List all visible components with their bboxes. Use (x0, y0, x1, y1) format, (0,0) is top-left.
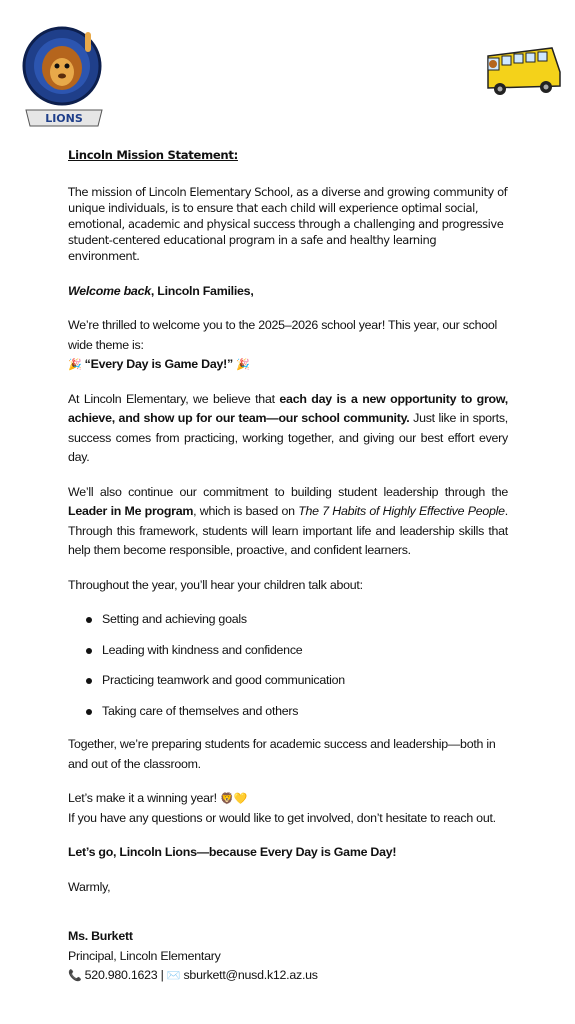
signature-block (68, 927, 508, 986)
leadership-paragraph (68, 483, 508, 561)
closing-bold-text: Let’s go, Lincoln Lions—because Every Day is Game Day! (68, 845, 397, 859)
party-popper-icon: 🎉 (236, 358, 250, 371)
letter-body (68, 146, 508, 986)
talk-about-paragraph: Throughout the year, you’ll hear your children talk about: (68, 577, 363, 592)
intro-paragraph (68, 316, 508, 355)
contact-separator: | (160, 968, 164, 982)
leader-in-me-program: Leader in Me program (68, 504, 194, 518)
intro-text: We’re thrilled to welcome you to the 2025–2026 school year! This year, our school wide theme is: (68, 318, 498, 352)
contact-line (68, 966, 508, 986)
mission-statement: The mission of Lincoln Elementary School, as a diverse and growing community of unique individuals, is to ensure that each child will experience optimal social, emotional, academic and physical success through a challenging and progressive student-centered educational program in a safe and healthy learning environment. (68, 184, 508, 263)
leadership-text-end: . Through this framework, students will learn important life and leadership skills that help them become responsible, proactive, and confident learners. (68, 504, 508, 557)
greeting-rest: , Lincoln Families, (150, 283, 254, 298)
email-icon: ✉️ (166, 969, 181, 982)
greeting-italic: Welcome back (68, 283, 151, 298)
leadership-text-start: We’ll also continue our commitment to building student leadership through the (68, 484, 508, 499)
school-bus-icon (482, 42, 564, 98)
winning-year-paragraph (68, 789, 508, 828)
list-item: Setting and achieving goals (102, 610, 508, 630)
signer-title: Principal, Lincoln Elementary (68, 948, 221, 963)
belief-text-end: Just like in sports, success comes from practicing, working together, and giving our best effort every day. (68, 411, 508, 464)
closing-line (68, 843, 508, 863)
theme-text: “Every Day is Game Day!” (84, 357, 233, 371)
email-address[interactable]: sburkett@nusd.k12.az.us (183, 968, 318, 982)
theme-line (68, 355, 508, 375)
logo-ribbon-text: LIONS (45, 112, 83, 125)
lion-heart-icon: 🦁💛 (220, 792, 247, 805)
belief-text-start: At Lincoln Elementary, we believe that (68, 391, 280, 406)
winning-year-text: Let’s make it a winning year! (68, 791, 217, 805)
book-title: The 7 Habits of Highly Effective People (298, 504, 505, 518)
greeting (68, 282, 508, 302)
together-paragraph: Together, we’re preparing students for academic success and leadership—both in and out of the classroom. (68, 737, 496, 771)
phone-number[interactable]: 520.980.1623 (84, 968, 158, 982)
list-item: Practicing teamwork and good communication (102, 671, 508, 691)
leadership-text-mid: , which is based on (193, 504, 299, 518)
belief-paragraph (68, 390, 508, 468)
contact-invite-text: If you have any questions or would like to get involved, don’t hesitate to reach out. (68, 810, 496, 825)
signer-name: Ms. Burkett (68, 929, 133, 943)
habits-list (68, 610, 508, 721)
warmly: Warmly, (68, 879, 111, 894)
party-popper-icon: 🎉 (68, 358, 82, 371)
lincoln-lions-logo (22, 14, 106, 130)
list-item: Leading with kindness and confidence (102, 641, 508, 661)
mission-title: Lincoln Mission Statement: (68, 148, 238, 162)
list-item: Taking care of themselves and others (102, 702, 508, 722)
phone-icon: 📞 (68, 969, 82, 982)
belief-text-bold: each day is a new opportunity to grow, achieve, and show up for our team—our school community. (68, 391, 509, 425)
